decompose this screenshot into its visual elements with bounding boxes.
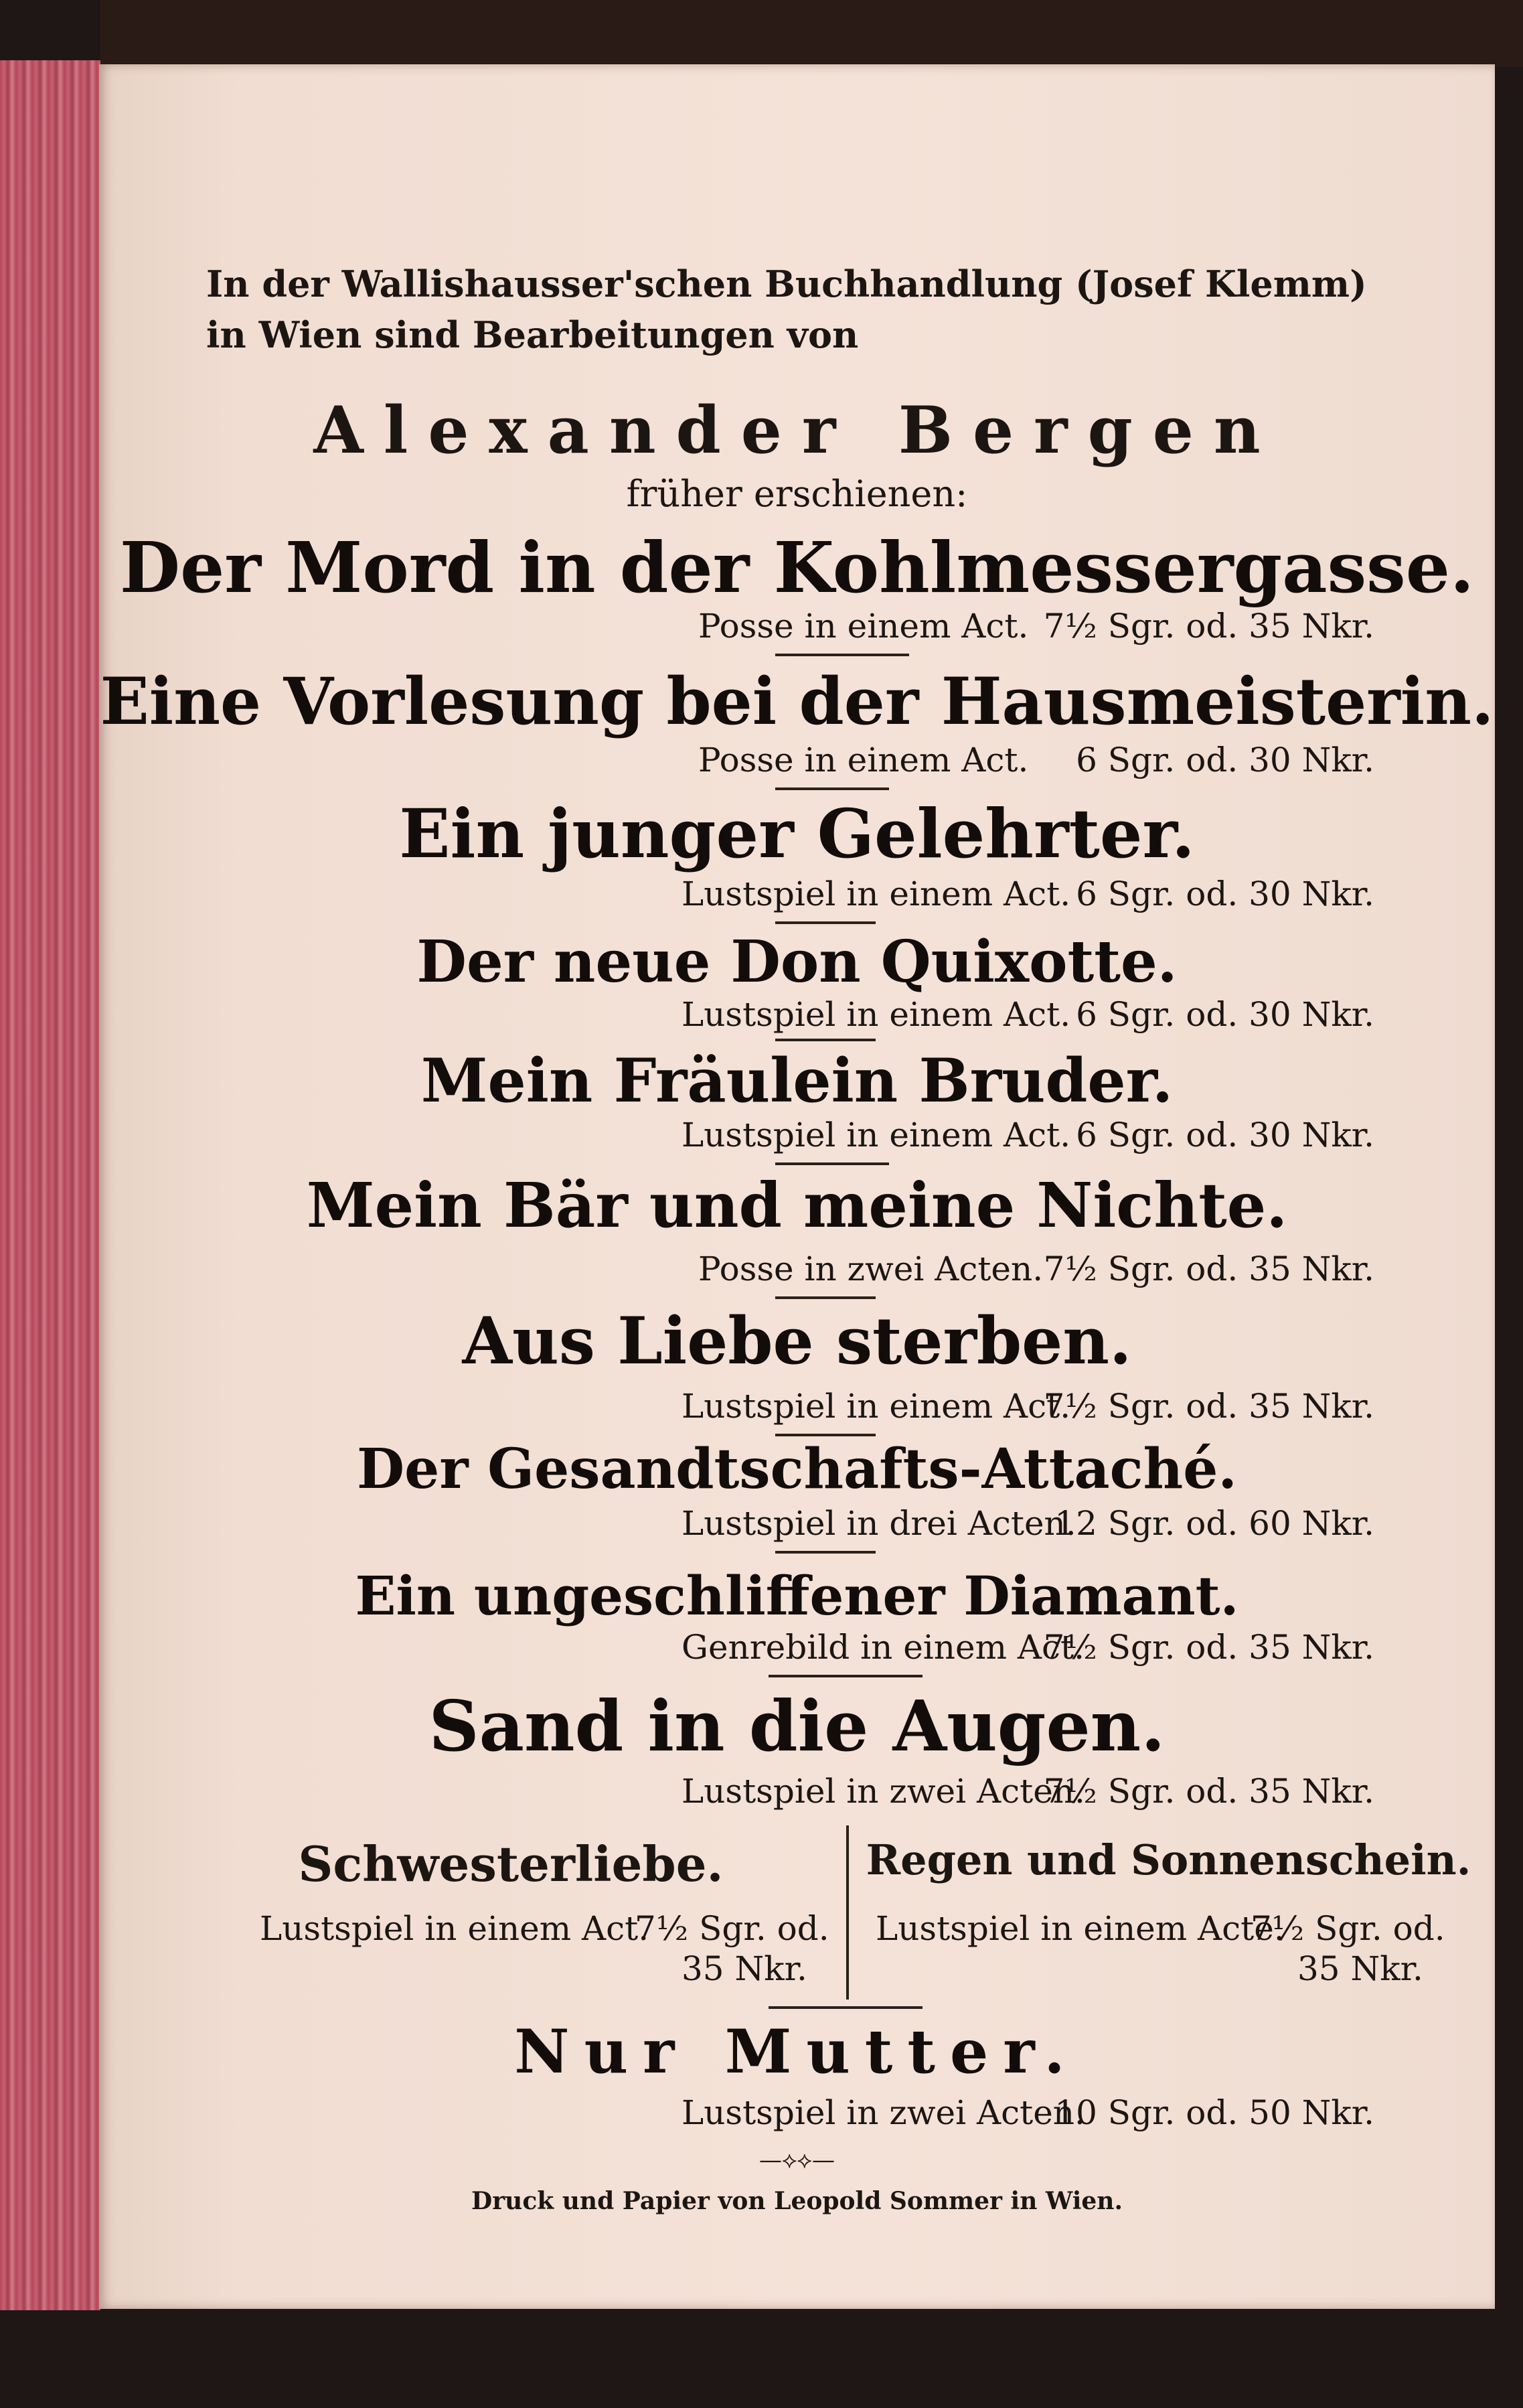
play-price: 6 Sgr. od. 30 Nkr. xyxy=(1076,1116,1374,1154)
play-genre: Posse in zwei Acten. xyxy=(698,1250,1044,1288)
intro-line: früher erschienen: xyxy=(626,473,968,515)
play-price: 7½ Sgr. od. 35 Nkr. xyxy=(1043,607,1374,646)
author-name: Alexander Bergen xyxy=(313,392,1281,468)
publisher-notice: In der Wallishausser'schen Buchhandlung (Josef Klemm) in Wien sind Bearbeitungen von xyxy=(206,262,1367,356)
play-title: Aus Liebe sterben. xyxy=(462,1303,1132,1379)
play-title-right: Regen und Sonnenschein. xyxy=(866,1835,1471,1884)
play-genre: Genrebild in einem Act. xyxy=(682,1628,1085,1667)
play-title: Der neue Don Quixotte. xyxy=(416,928,1178,996)
play-price-right-cont: 35 Nkr. xyxy=(1297,1949,1423,1988)
play-genre-right: Lustspiel in einem Acte. xyxy=(876,1909,1285,1948)
play-price: 6 Sgr. od. 30 Nkr. xyxy=(1076,875,1374,913)
separator-rule xyxy=(775,787,889,790)
play-price: 7½ Sgr. od. 35 Nkr. xyxy=(1043,1772,1374,1811)
play-price: 7½ Sgr. od. 35 Nkr. xyxy=(1043,1628,1374,1667)
page-content xyxy=(99,64,1495,2309)
play-price: 6 Sgr. od. 30 Nkr. xyxy=(1076,995,1374,1034)
column-divider xyxy=(846,1825,849,2000)
play-price-left: 7½ Sgr. od. xyxy=(635,1909,829,1948)
play-title: Mein Bär und meine Nichte. xyxy=(306,1169,1288,1241)
play-price: 12 Sgr. od. 60 Nkr. xyxy=(1054,1504,1374,1543)
play-price-left-cont: 35 Nkr. xyxy=(682,1949,807,1988)
play-title: Ein ungeschliffener Diamant. xyxy=(355,1564,1239,1627)
play-genre: Lustspiel in einem Act. xyxy=(682,995,1071,1034)
play-price: 10 Sgr. od. 50 Nkr. xyxy=(1054,2093,1374,2132)
separator-rule xyxy=(775,921,876,924)
ornament: —⟡⟡— xyxy=(759,2147,835,2174)
play-genre: Posse in einem Act. xyxy=(698,741,1029,779)
play-title: Der Mord in der Kohlmessergasse. xyxy=(119,526,1475,609)
play-genre-left: Lustspiel in einem Act. xyxy=(260,1909,649,1948)
separator-rule xyxy=(775,1039,876,1041)
play-price: 6 Sgr. od. 30 Nkr. xyxy=(1076,741,1374,779)
play-title: Mein Fräulein Bruder. xyxy=(420,1045,1174,1116)
separator-rule xyxy=(769,2006,923,2009)
play-genre: Lustspiel in zwei Acten. xyxy=(682,1772,1085,1811)
separator-rule xyxy=(775,1551,876,1554)
page xyxy=(99,64,1495,2309)
book-edge xyxy=(0,60,100,2310)
play-price-right: 7½ Sgr. od. xyxy=(1251,1909,1445,1948)
printer-imprint: Druck und Papier von Leopold Sommer in Wien. xyxy=(471,2187,1123,2215)
separator-rule xyxy=(769,1675,923,1677)
play-genre: Lustspiel in einem Act. xyxy=(682,875,1071,913)
play-price: 7½ Sgr. od. 35 Nkr. xyxy=(1043,1387,1374,1426)
separator-rule xyxy=(775,1162,889,1165)
separator-rule xyxy=(775,1296,876,1299)
separator-rule xyxy=(775,654,909,656)
play-title: Der Gesandtschafts-Attaché. xyxy=(357,1437,1237,1501)
play-title: Nur Mutter. xyxy=(514,2016,1080,2087)
play-title: Ein junger Gelehrter. xyxy=(399,794,1195,873)
play-genre: Lustspiel in einem Act. xyxy=(682,1116,1071,1154)
play-title-left: Schwesterliebe. xyxy=(298,1835,724,1892)
play-title: Sand in die Augen. xyxy=(428,1685,1166,1767)
separator-rule xyxy=(775,1434,876,1436)
play-title: Eine Vorlesung bei der Hausmeisterin. xyxy=(100,664,1494,739)
background-top xyxy=(100,0,1523,67)
play-genre: Lustspiel in einem Act. xyxy=(682,1387,1071,1426)
play-price: 7½ Sgr. od. 35 Nkr. xyxy=(1043,1250,1374,1288)
play-genre: Posse in einem Act. xyxy=(698,607,1029,646)
play-genre: Lustspiel in zwei Acten. xyxy=(682,2093,1085,2132)
play-genre: Lustspiel in drei Acten. xyxy=(682,1504,1076,1543)
